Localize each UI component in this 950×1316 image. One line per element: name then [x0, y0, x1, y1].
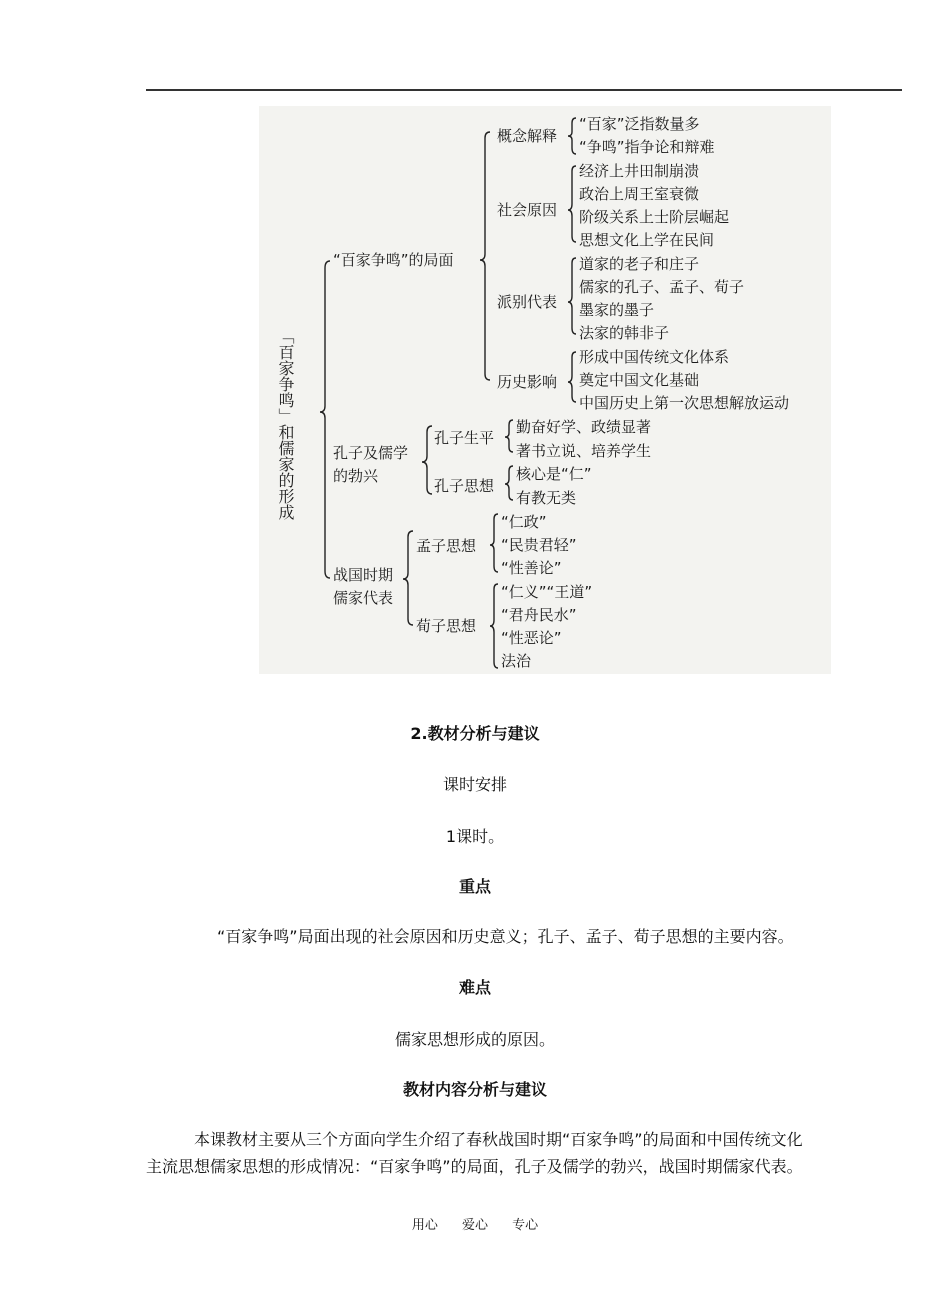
leaf: “民贵君轻”	[501, 536, 577, 554]
leaf: 经济上井田制崩溃	[579, 162, 700, 180]
leaf: “仁政”	[501, 513, 547, 531]
node-concept: 概念解释	[497, 127, 558, 145]
leaf: 政治上周王室衰微	[579, 185, 700, 203]
leaf: 有教无类	[516, 489, 577, 507]
branch-confucius-label-2: 的勃兴	[333, 467, 379, 485]
leaf: “性恶论”	[501, 629, 562, 647]
footer-item: 用心	[411, 1218, 438, 1233]
node-schools: 派别代表	[497, 293, 558, 311]
schedule-heading: 课时安排	[442, 775, 507, 794]
header-rule	[146, 89, 902, 91]
leaf: 道家的老子和庄子	[579, 255, 700, 273]
leaf: 核心是“仁”	[516, 465, 592, 483]
leaf: “仁义”“王道”	[501, 583, 593, 601]
leaf: 阶级关系上士阶层崛起	[579, 208, 730, 226]
key-heading: 重点	[458, 877, 491, 896]
difficulty-heading: 难点	[458, 978, 491, 997]
branch-warring-label: 战国时期	[333, 566, 394, 584]
leaf: 勤奋好学、政绩显著	[516, 418, 652, 436]
leaf: “君舟民水”	[501, 606, 577, 624]
leaf: “百家”泛指数量多	[579, 115, 700, 133]
node-mencius-thought: 孟子思想	[416, 537, 477, 555]
leaf: “争鸣”指争论和辩难	[579, 138, 715, 156]
analysis-heading: 教材内容分析与建议	[402, 1080, 547, 1099]
node-influence: 历史影响	[497, 373, 558, 391]
leaf: 中国历史上第一次思想解放运动	[579, 394, 790, 412]
leaf: 著书立说、培养学生	[516, 442, 652, 460]
root-title: 「百家争鸣」和儒家的形成	[276, 328, 295, 520]
schedule-value: 1课时。	[445, 827, 505, 846]
analysis-line-1: 本课教材主要从三个方面向学生介绍了春秋战国时期“百家争鸣”的局面和中国传统文化	[194, 1130, 803, 1149]
footer-item: 爱心	[461, 1218, 488, 1233]
branch-baijia-label: “百家争鸣”的局面	[333, 251, 454, 269]
branch-confucius-label: 孔子及儒学	[333, 444, 409, 462]
node-confucius-thought: 孔子思想	[434, 477, 495, 495]
node-confucius-life: 孔子生平	[434, 429, 495, 447]
leaf: 奠定中国文化基础	[579, 371, 700, 389]
analysis-line-2: 主流思想儒家思想的形成情况：“百家争鸣”的局面，孔子及儒学的勃兴，战国时期儒家代表。	[146, 1157, 803, 1176]
mind-map-figure	[259, 106, 831, 674]
leaf: 法家的韩非子	[579, 324, 670, 342]
difficulty-text: 儒家思想形成的原因。	[394, 1030, 555, 1049]
leaf: 墨家的墨子	[579, 301, 655, 319]
leaf: 法治	[501, 652, 532, 670]
leaf: 儒家的孔子、孟子、荀子	[579, 278, 745, 296]
leaf: “性善论”	[501, 559, 562, 577]
node-xunzi-thought: 荀子思想	[416, 617, 477, 635]
leaf: 形成中国传统文化体系	[579, 348, 730, 366]
footer-item: 专心	[512, 1218, 539, 1233]
footer	[0, 1214, 950, 1233]
node-social-causes: 社会原因	[497, 201, 558, 219]
leaf: 思想文化上学在民间	[579, 231, 715, 249]
section-title: 2.教材分析与建议	[410, 724, 540, 743]
key-text: “百家争鸣”局面出现的社会原因和历史意义；孔子、孟子、荀子思想的主要内容。	[217, 927, 794, 946]
branch-warring-label-2: 儒家代表	[333, 589, 394, 607]
